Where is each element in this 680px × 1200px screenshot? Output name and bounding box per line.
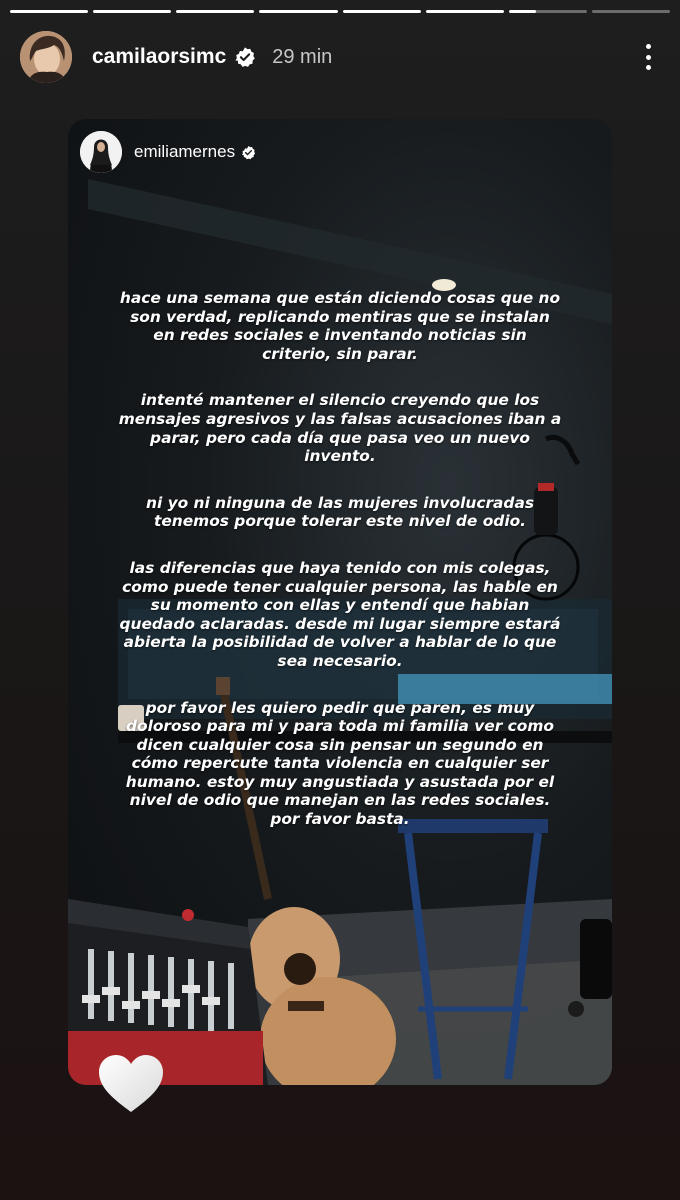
progress-segment	[343, 10, 421, 13]
message-paragraph: por favor les quiero pedir que paren, es muy doloroso para mi y para toda mi familia ver como dicen cualquier cosa sin pensar un segundo en cómo repercute tanta violencia en cualquier ser humano. estoy muy angustiada y asustada por el nivel de odio que manejan en las redes sociales. por favor basta.	[125, 698, 555, 829]
verified-badge-icon	[234, 46, 256, 68]
progress-segment	[509, 10, 587, 13]
progress-segment	[259, 10, 337, 13]
more-vertical-icon[interactable]	[636, 40, 660, 74]
shared-post-avatar[interactable]	[80, 131, 122, 173]
story-timestamp: 29 min	[272, 45, 333, 68]
verified-badge-icon	[241, 145, 256, 160]
message-paragraph: intenté mantener el silencio creyendo que los mensajes agresivos y las falsas acusaciones iban a parar, pero cada día que pasa veo un nuevo invento.	[118, 391, 562, 466]
message-paragraph: las diferencias que haya tenido con mis colegas, como puede tener cualquier persona, las hable en su momento con ellas y entendí que habian quedado aclaradas. desde mi lugar siempre estará abierta la posibilidad de volver a hablar de lo que sea necesario.	[119, 558, 561, 670]
story-author-username[interactable]: camilaorsimc	[92, 45, 227, 68]
story-header	[20, 30, 660, 84]
shared-post-card[interactable]	[68, 119, 612, 1085]
message-paragraph: hace una semana que están diciendo cosas que no son verdad, replicando mentiras que se instalan en redes sociales e inventando noticias sin criterio, sin parar.	[119, 289, 561, 363]
progress-segment	[426, 10, 504, 13]
story-author-avatar[interactable]	[20, 31, 72, 83]
shared-post-username[interactable]: emiliamernes	[134, 142, 236, 161]
progress-segment	[10, 10, 88, 13]
progress-segment	[176, 10, 254, 13]
progress-segment	[592, 10, 670, 13]
profile-photo-icon	[20, 31, 72, 83]
story-progress	[10, 10, 670, 14]
white-heart-icon[interactable]	[96, 1052, 166, 1116]
progress-segment	[93, 10, 171, 13]
message-paragraph: ni yo ni ninguna de las mujeres involucradas tenemos porque tolerar este nivel de odio.	[146, 493, 534, 531]
profile-photo-icon	[80, 131, 122, 173]
shared-post-message	[68, 289, 612, 857]
shared-post-header	[80, 131, 256, 173]
